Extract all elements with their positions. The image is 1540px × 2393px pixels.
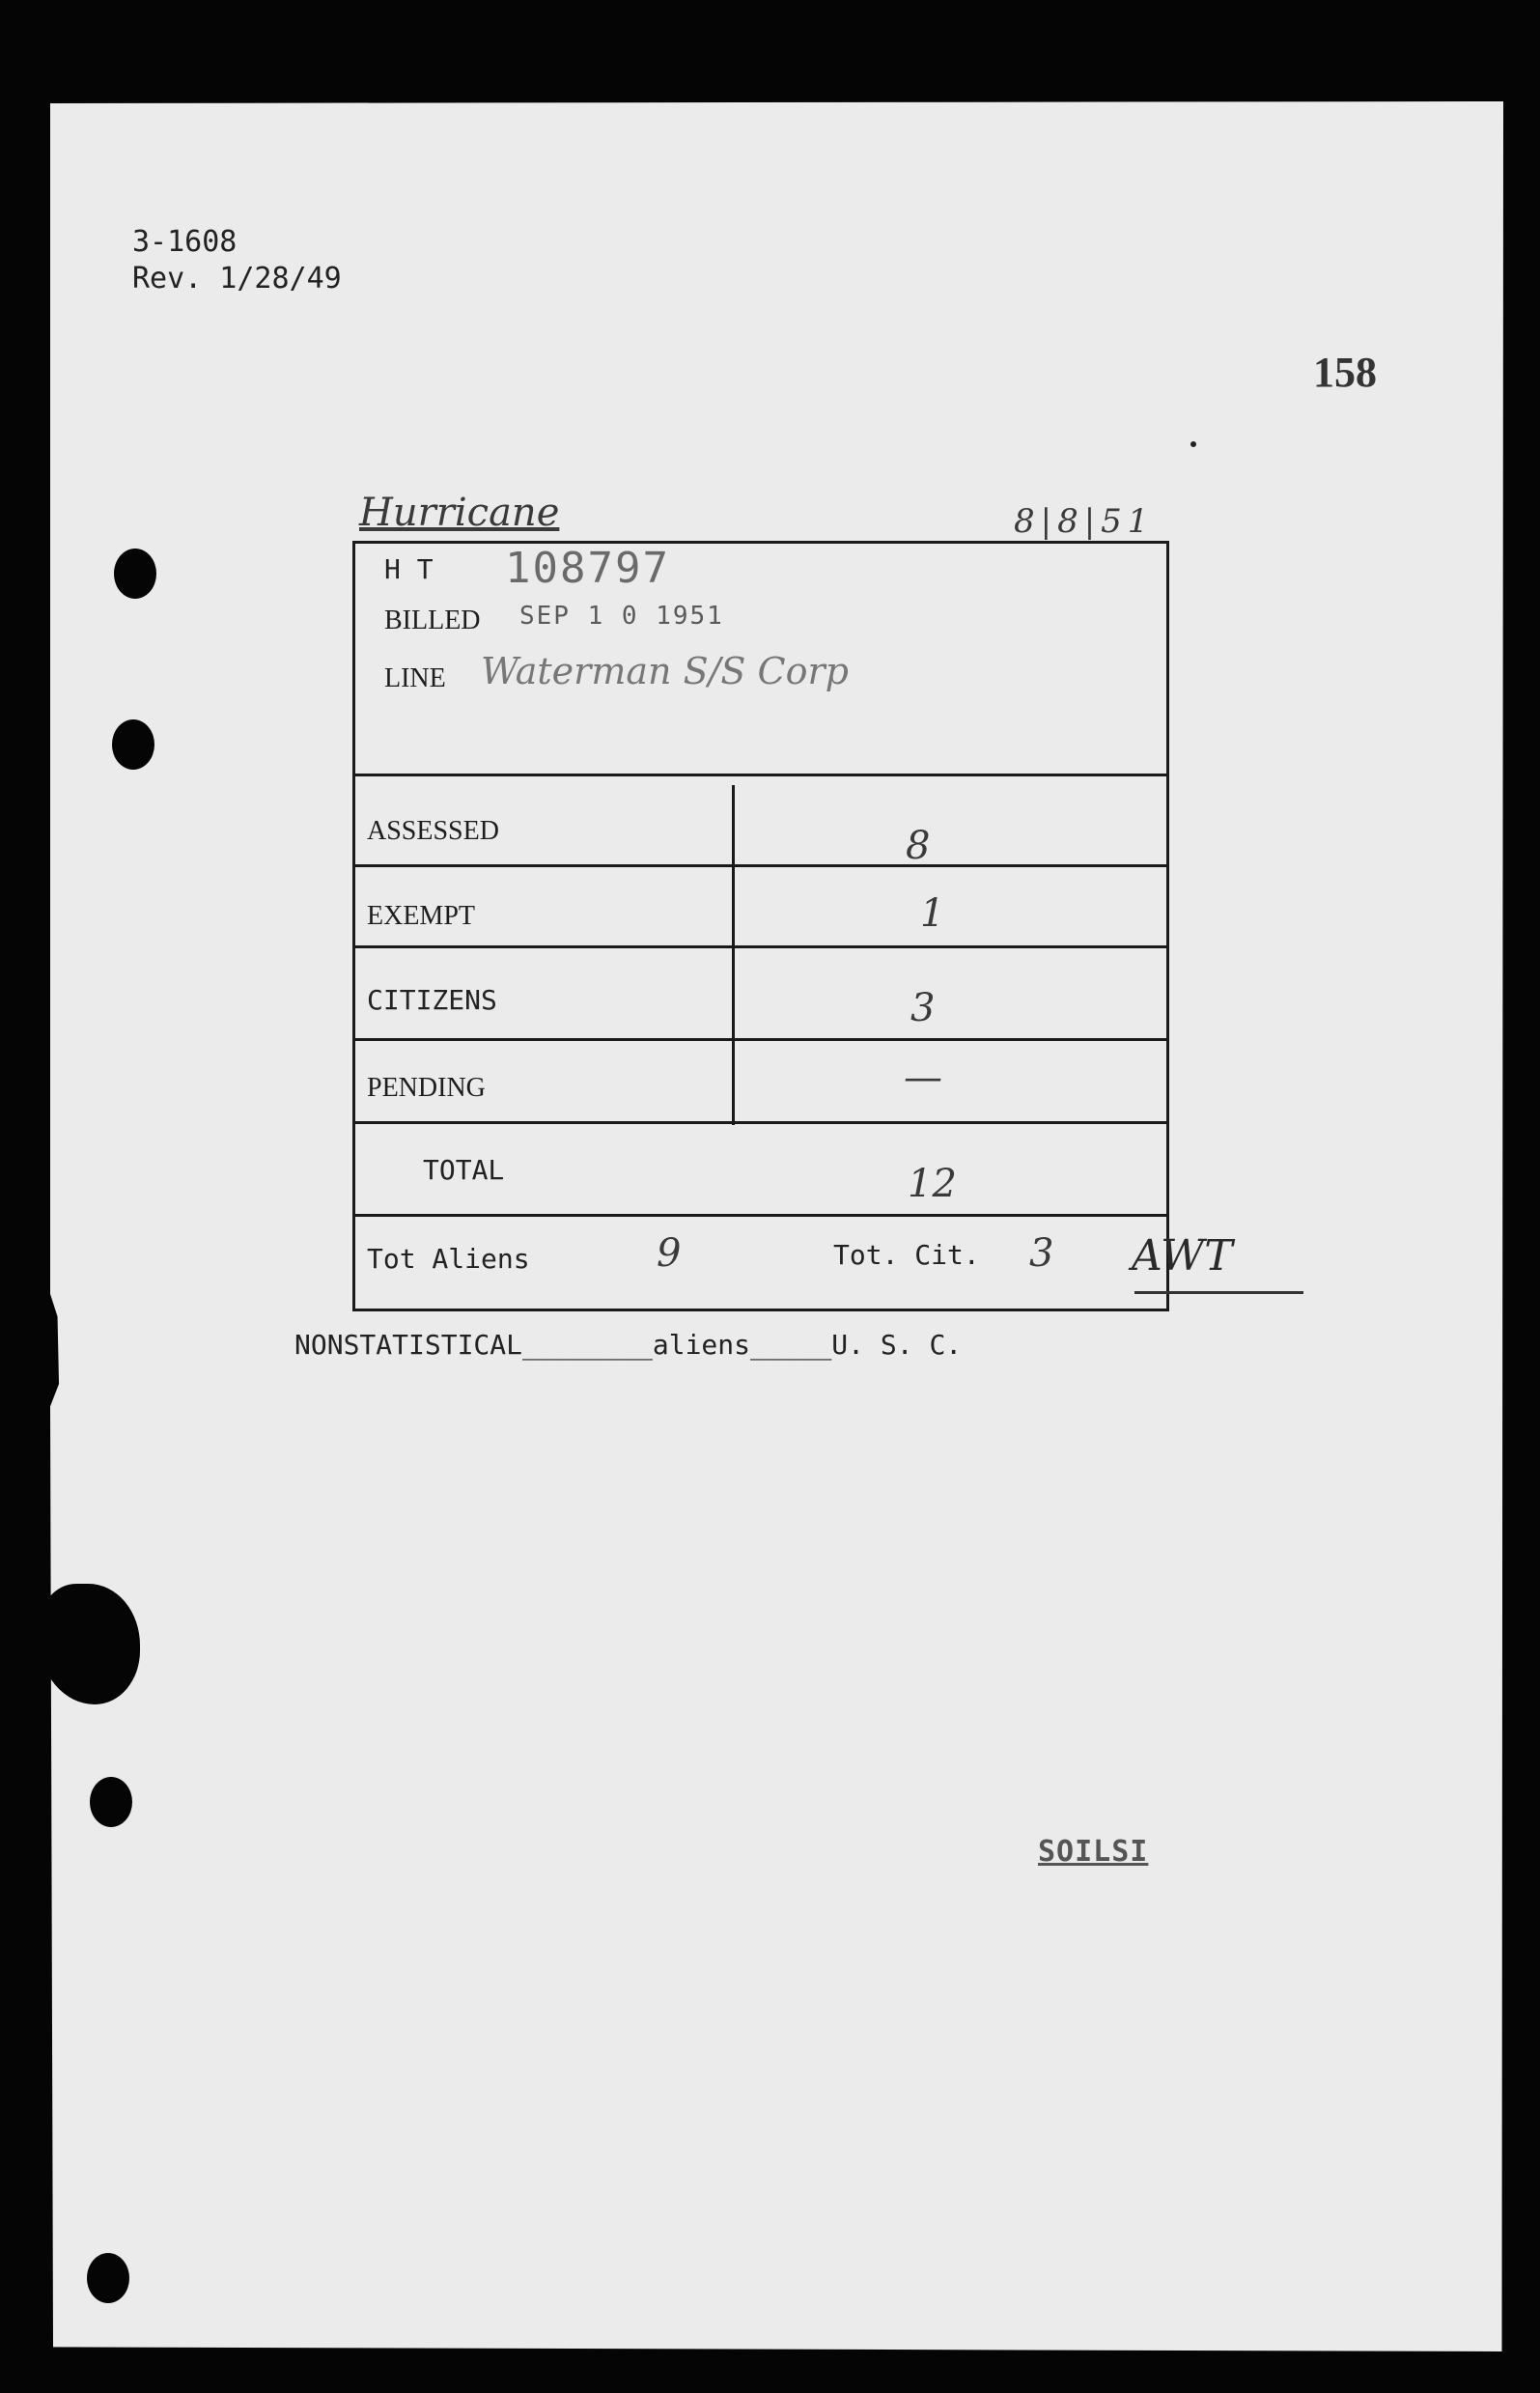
divider (355, 1038, 1166, 1041)
row-label-citizens: CITIZENS (367, 984, 497, 1016)
line-label: LINE (384, 663, 446, 693)
ht-number: 108797 (505, 544, 670, 593)
faint-stamp: SOILSI (1038, 1835, 1149, 1869)
ht-label: H T (384, 553, 434, 585)
vessel-name: Hurricane (359, 491, 560, 535)
column-divider (732, 785, 735, 1125)
tot-aliens-value: 9 (657, 1231, 682, 1276)
ink-dot (1190, 441, 1196, 447)
total-label: TOTAL (423, 1154, 505, 1186)
tot-aliens-label: Tot Aliens (367, 1243, 530, 1275)
row-label-exempt: EXEMPT (367, 901, 475, 931)
signature-underline (1134, 1291, 1303, 1294)
tot-cit-label: Tot. Cit. (833, 1239, 980, 1271)
row-value-exempt: 1 (920, 891, 945, 936)
punch-hole (87, 2253, 129, 2303)
billed-label: BILLED (384, 605, 481, 635)
punch-hole (114, 549, 156, 599)
inspector-signature: AWT (1132, 1231, 1233, 1281)
divider (355, 774, 1166, 776)
divider (355, 1121, 1166, 1124)
total-value: 12 (908, 1162, 957, 1206)
billed-date-stamp: SEP 1 0 1951 (519, 602, 724, 631)
form-number: 3-1608 (132, 225, 238, 259)
page-number: 158 (1313, 349, 1377, 396)
nonstatistical-line: NONSTATISTICAL________aliens_____U. S. C. (294, 1329, 963, 1361)
manifest-form-box (352, 541, 1169, 1311)
row-label-pending: PENDING (367, 1073, 486, 1103)
divider (355, 945, 1166, 948)
arrival-date: 8|8|51 (1014, 502, 1155, 541)
row-value-assessed: 8 (906, 824, 931, 868)
form-code-block (132, 224, 342, 297)
tot-cit-value: 3 (1029, 1231, 1054, 1276)
row-value-citizens: 3 (910, 986, 936, 1030)
punch-hole (112, 719, 154, 770)
punch-hole (90, 1777, 132, 1827)
divider (355, 864, 1166, 867)
divider (355, 1214, 1166, 1217)
row-label-assessed: ASSESSED (367, 816, 499, 846)
shipping-line: Waterman S/S Corp (481, 650, 849, 692)
row-value-pending: — (904, 1056, 942, 1100)
form-revision: Rev. 1/28/49 (132, 262, 342, 296)
